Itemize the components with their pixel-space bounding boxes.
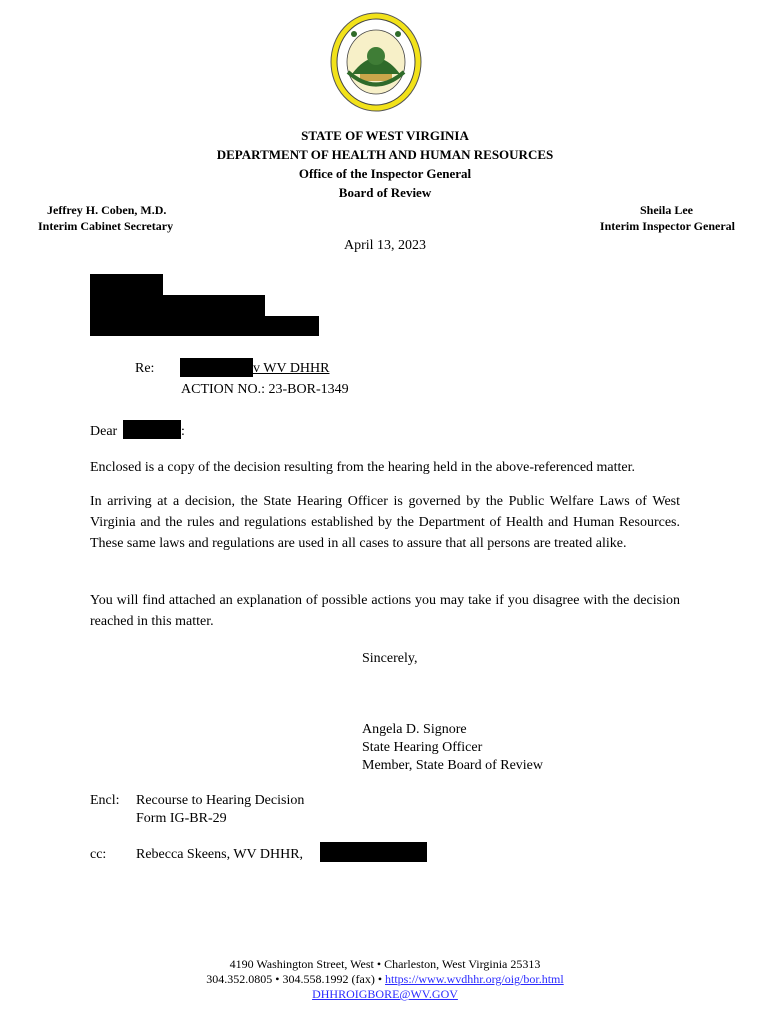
paragraph-governing-laws: In arriving at a decision, the State Hearing Officer is governed by the Public Welfare Laws of West Virginia and the rules and regulations established by the Department of Health and Human Resources. These same laws and regulations are used in all cases to assure that all persons are treated alike. [90,494,680,551]
closing: Sincerely, [362,651,418,666]
header-office: Office of the Inspector General [298,166,472,181]
signature-name: Angela D. Signore [362,722,467,737]
enclosures-label: Encl: [90,793,120,808]
state-seal-logo [330,12,422,112]
header-department: DEPARTMENT OF HEALTH AND HUMAN RESOURCES [216,147,554,162]
redacted-recipient-name [90,274,163,295]
redacted-recipient-city [90,316,319,336]
enclosure-item: Recourse to Hearing Decision [136,793,305,808]
paragraph-enclosed: Enclosed is a copy of the decision resulting from the hearing held in the above-referenced matter. [90,460,636,475]
redacted-recipient-street [90,295,265,316]
left-official-name: Jeffrey H. Coben, M.D. [47,203,167,217]
footer-contact-line [0,972,770,987]
right-official-title: Interim Inspector General [599,219,735,233]
re-label: Re: [135,361,155,376]
salutation-suffix: : [181,424,185,439]
header-state: STATE OF WEST VIRGINIA [301,128,469,143]
letter-date: April 13, 2023 [343,238,427,253]
cc-recipient: Rebecca Skeens, WV DHHR, [136,847,304,862]
footer-phones: 304.352.0805 • 304.558.1992 (fax) • [206,972,386,986]
paragraph-possible-actions: You will find attached an explanation of possible actions you may take if you disagree with the decision reached in this matter. [90,593,680,629]
footer-address: 4190 Washington Street, West • Charleston, West Virginia 25313 [229,957,541,971]
right-official-name: Sheila Lee [640,203,693,217]
redacted-cc-recipient [320,842,427,862]
redacted-case-name [180,358,253,377]
signature-title: State Hearing Officer [362,740,483,755]
salutation-prefix: Dear [90,424,118,439]
left-official-title: Interim Cabinet Secretary [38,219,174,233]
cc-label: cc: [90,847,107,862]
header-board: Board of Review [338,185,432,200]
footer-website-link[interactable]: https://www.wvdhhr.org/oig/bor.html [385,972,564,986]
re-action-number: ACTION NO.: 23-BOR-1349 [181,382,349,397]
signature-board: Member, State Board of Review [362,758,544,773]
footer-email-line [0,987,770,1002]
footer-email-link[interactable]: DHHROIGBORE@WV.GOV [312,987,458,1001]
redacted-salutation-name [123,420,181,439]
enclosure-item: Form IG-BR-29 [136,811,227,826]
re-case-suffix: v WV DHHR [253,361,330,376]
